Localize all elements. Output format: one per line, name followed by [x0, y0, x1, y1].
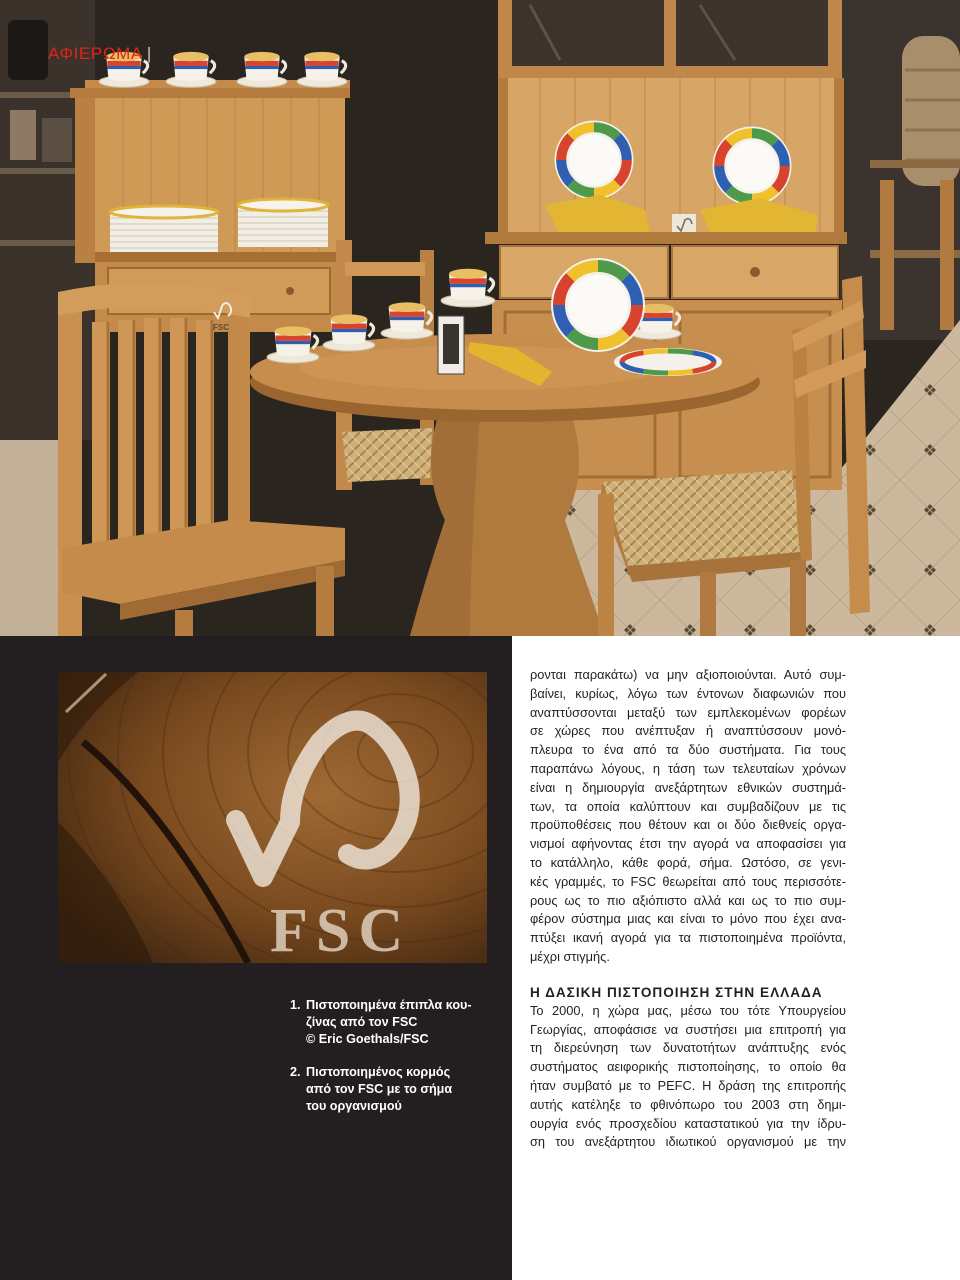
text-line: ση του ανεξάρτητου ιδιωτικού οργανισμού με την	[530, 1134, 846, 1150]
text-line: είναι η δημιουργία ανεξάρτητων εθνικών συστημά-	[530, 779, 846, 795]
caption-line: από τον FSC με το σήμα	[306, 1082, 453, 1096]
photo-kitchen-furniture	[0, 0, 960, 636]
caption-line: Πιστοποιημένα έπιπλα κου-	[306, 998, 472, 1012]
section-title: ΑΦΙΕΡΩΜΑ	[48, 44, 143, 63]
text-line: πλευρα το ένα από τα δύο συστήματα. Για τους	[530, 742, 846, 758]
fsc-chair-tag-text: FSC	[213, 323, 229, 332]
drawer-knob	[286, 287, 294, 295]
text-line: προϋποθέσεις που θέτουν και οι δύο διεθνείς οργα-	[530, 817, 846, 833]
section-separator: |	[146, 44, 152, 63]
text-line: ρονται παρακάτω) να μην αξιοποιούνται. Αυτό συμ-	[530, 667, 846, 682]
text-line: τη διερεύνηση των δυνατοτήτων ανάπτυξης ενός	[530, 1040, 846, 1056]
plate-standing	[555, 121, 634, 200]
text-line: νισμοί αφήνοντας έτσι την αγορά να αποφασίσει για	[530, 836, 846, 852]
caption-line: Πιστοποιημένος κορμός	[306, 1065, 451, 1079]
caption-1	[290, 997, 500, 1048]
text-line: ρους ως το πιο αξιόπιστο αλλά και ως το πιο συμ-	[530, 892, 846, 908]
caption-number: 1.	[290, 998, 301, 1012]
caption-text	[306, 1064, 452, 1115]
text-line: κές γραμμές, το FSC θεωρείται από τους περισσότε-	[530, 873, 846, 889]
menu-card	[438, 316, 464, 374]
drawer-knob	[750, 267, 760, 277]
text-line: πτύξει ικανή αγορά για τα πιστοποιημένα προϊόντα,	[530, 930, 846, 946]
plate-standing	[713, 127, 792, 206]
photo-captions	[290, 997, 500, 1131]
caption-2	[290, 1064, 500, 1115]
plate-standing	[551, 258, 645, 352]
paragraph-1	[530, 666, 846, 967]
article-column	[530, 666, 846, 1152]
photo-fsc-log	[58, 672, 487, 963]
section-header	[48, 44, 152, 64]
text-line: παραπάνω λόγους, η τάση των τελευταίων χρόνων	[530, 760, 846, 776]
caption-line: του οργανισμού	[306, 1099, 402, 1113]
text-line: ήταν συμβατό με το PEFC. Η δράση της επιτροπής	[530, 1077, 846, 1093]
caption-line: ζίνας από τον FSC	[306, 1015, 418, 1029]
section-heading: Η ΔΑΣΙΚΗ ΠΙΣΤΟΠΟΙΗΣΗ ΣΤΗΝ ΕΛΛΑΔΑ	[530, 984, 823, 1000]
text-line: βαίνει, κυρίως, λόγω των έντονων διαφωνιών που	[530, 685, 846, 701]
photo-kitchen-furniture-image	[0, 0, 960, 636]
glass-pane	[512, 0, 664, 66]
glass-pane	[676, 0, 828, 66]
text-line: το κατάλληλο, κάθε φορά, σήμα. Ωστόσο, σε γενι-	[530, 854, 846, 870]
caption-number: 2.	[290, 1065, 301, 1079]
photo-fsc-log-image	[58, 672, 487, 963]
text-line: συστήματος αειφορικής πιστοποίησης, το οποίο θα	[530, 1059, 846, 1075]
text-line: μέχρι στιγμής.	[530, 948, 610, 964]
caption-line: © Eric Goethals/FSC	[306, 1032, 429, 1046]
text-line: ουργία ενός προσχεδίου καταστατικού για την ίδρυ-	[530, 1115, 846, 1131]
paragraph-2	[530, 1002, 846, 1152]
caption-text	[306, 997, 472, 1048]
text-line: φέρον σύστημα μιας και είναι το μόνο που έχει ανα-	[530, 911, 846, 927]
text-line: αυτής κατέληξε το φθινόπωρο του 2003 στη δημι-	[530, 1096, 846, 1112]
text-line: των, τα οποία καλύπτουν και συμβαδίζουν με τις	[530, 798, 846, 814]
plate-flat	[614, 348, 722, 376]
fsc-log-stamp-text: FSC	[270, 897, 412, 963]
rush-seat	[603, 470, 800, 566]
text-line: σε χώρες που ανέπτυξαν ή αναπτύσσουν μονό-	[530, 723, 846, 739]
plate-stack	[110, 206, 218, 252]
text-line: Γεωργίας, αποφάσισε να συστήσει μια επιτροπή για	[530, 1021, 846, 1037]
plate-stack	[238, 199, 328, 247]
text-line: Το 2000, η χώρα μας, μέσω του τότε Υπουργείου	[530, 1002, 846, 1018]
rush-seat	[342, 428, 432, 482]
text-line: αναπτύσσονται μεταξύ των εμπλεκομένων φορέων	[530, 704, 846, 720]
